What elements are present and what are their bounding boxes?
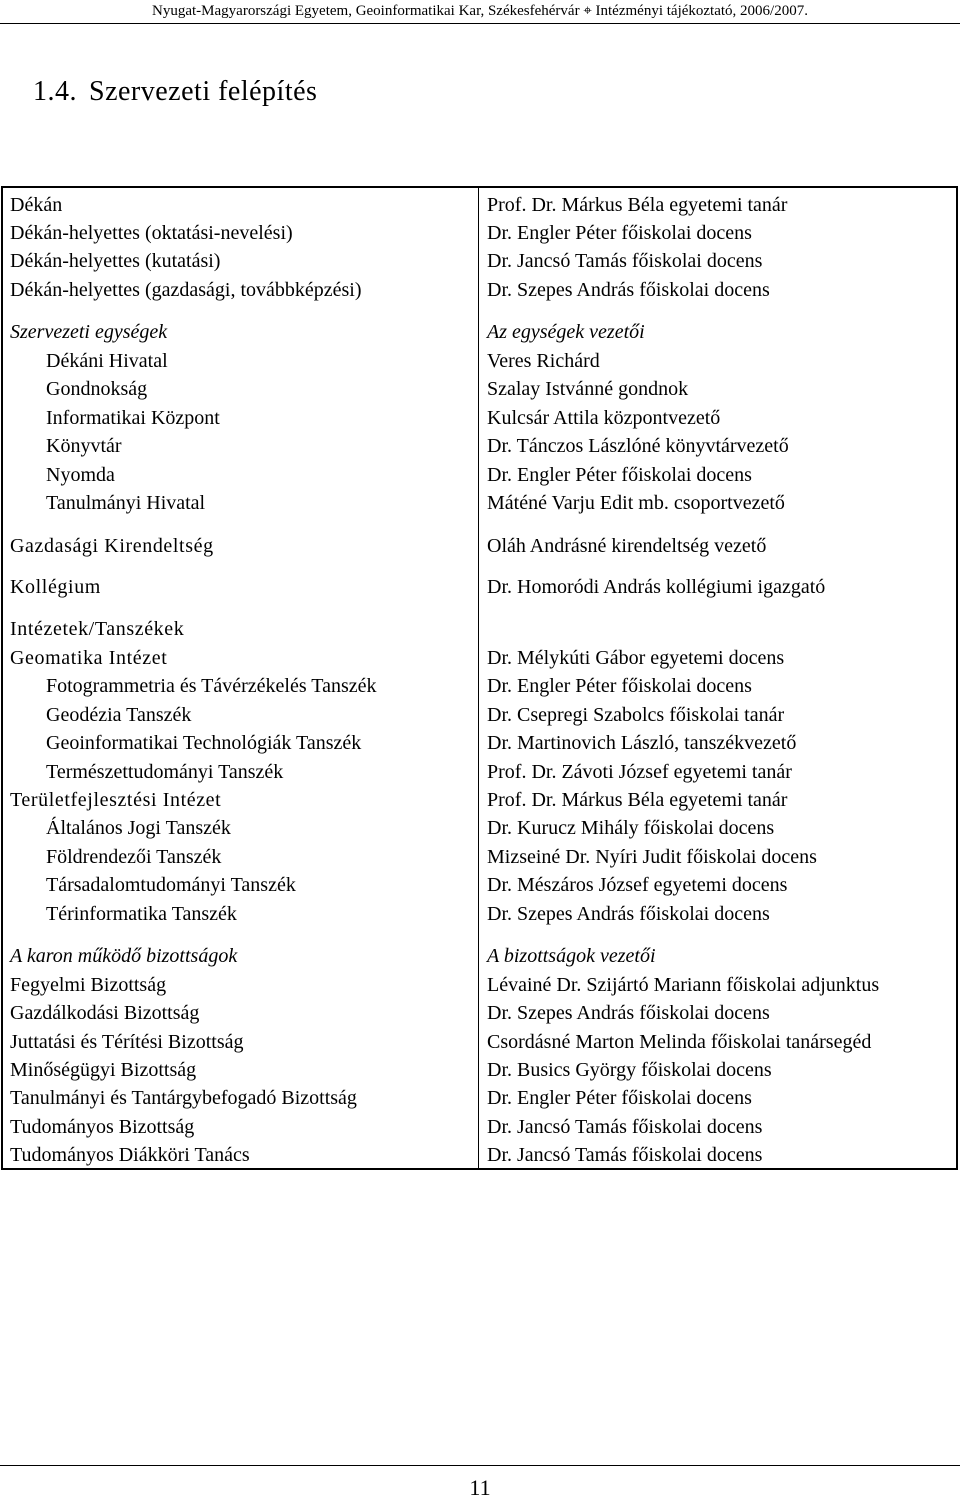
committees-heading: A karon működő bizottságok — [10, 945, 238, 967]
unit-leader: Dr. Tánczos Lászlóné könyvtárvezető — [487, 435, 789, 457]
section-title-text: Szervezeti felépítés — [89, 76, 318, 107]
department-leader: Dr. Engler Péter főiskolai docens — [487, 675, 752, 697]
committee-leader: Dr. Szepes András főiskolai docens — [487, 1002, 770, 1024]
department-leader: Prof. Dr. Závoti József egyetemi tanár — [487, 761, 792, 783]
branch-label: Gazdasági Kirendeltség — [10, 535, 214, 557]
person-name: Dr. Szepes András főiskolai docens — [487, 279, 770, 301]
column-divider — [478, 188, 479, 1168]
role-label: Dékán-helyettes (oktatási-nevelési) — [10, 222, 293, 244]
page-number: 11 — [469, 1475, 491, 1500]
role-label: Dékán-helyettes (kutatási) — [10, 250, 221, 272]
institute-leader: Dr. Mélykúti Gábor egyetemi docens — [487, 647, 785, 669]
branch-leader: Oláh Andrásné kirendeltség vezető — [487, 535, 767, 557]
institute-name: Területfejlesztési Intézet — [10, 789, 222, 811]
committee-leader: Dr. Jancsó Tamás főiskolai docens — [487, 1144, 763, 1166]
institute-leader: Prof. Dr. Márkus Béla egyetemi tanár — [487, 789, 788, 811]
department-name: Társadalomtudományi Tanszék — [46, 874, 296, 896]
role-label: Dékán-helyettes (gazdasági, továbbképzési) — [10, 279, 362, 301]
section-number: 1.4. — [33, 76, 77, 107]
committee-name: Gazdálkodási Bizottság — [10, 1002, 200, 1024]
unit-leader: Kulcsár Attila központvezető — [487, 407, 721, 429]
role-label: Dékán — [10, 194, 63, 216]
department-name: Geoinformatikai Technológiák Tanszék — [46, 732, 362, 754]
units-heading: Szervezeti egységek — [10, 321, 168, 343]
department-name: Földrendezői Tanszék — [46, 846, 222, 868]
committee-leader: Dr. Engler Péter főiskolai docens — [487, 1087, 752, 1109]
committee-leader: Dr. Jancsó Tamás főiskolai docens — [487, 1116, 763, 1138]
committee-name: Minőségügyi Bizottság — [10, 1059, 197, 1081]
department-name: Fotogrammetria és Távérzékelés Tanszék — [46, 675, 377, 697]
unit-item: Könyvtár — [46, 435, 122, 457]
committee-name: Tudományos Bizottság — [10, 1116, 195, 1138]
unit-leader: Szalay Istvánné gondnok — [487, 378, 689, 400]
unit-item: Nyomda — [46, 464, 115, 486]
section-title — [33, 76, 317, 108]
committee-leader: Dr. Busics György főiskolai docens — [487, 1059, 772, 1081]
unit-item: Dékáni Hivatal — [46, 350, 168, 372]
unit-item: Informatikai Központ — [46, 407, 220, 429]
department-leader: Dr. Szepes András főiskolai docens — [487, 903, 770, 925]
department-leader: Mizseiné Dr. Nyíri Judit főiskolai docens — [487, 846, 817, 868]
header-rule — [0, 23, 960, 24]
unit-leader: Veres Richárd — [487, 350, 600, 372]
unit-leaders-heading: Az egységek vezetői — [487, 321, 645, 343]
person-name: Dr. Jancsó Tamás főiskolai docens — [487, 250, 763, 272]
footer-rule — [0, 1465, 960, 1466]
department-name: Térinformatika Tanszék — [46, 903, 237, 925]
unit-item: Gondnokság — [46, 378, 148, 400]
committee-leader: Lévainé Dr. Szijártó Mariann főiskolai adjunktus — [487, 974, 880, 996]
person-name: Dr. Engler Péter főiskolai docens — [487, 222, 752, 244]
committee-name: Fegyelmi Bizottság — [10, 974, 167, 996]
committee-name: Juttatási és Térítési Bizottság — [10, 1031, 244, 1053]
committee-name: Tanulmányi és Tantárgybefogadó Bizottság — [10, 1087, 357, 1109]
institutes-heading: Intézetek/Tanszékek — [10, 618, 185, 640]
college-label: Kollégium — [10, 576, 101, 598]
committee-leader: Csordásné Marton Melinda főiskolai tanársegéd — [487, 1031, 872, 1053]
department-name: Általános Jogi Tanszék — [46, 817, 231, 839]
department-leader: Dr. Csepregi Szabolcs főiskolai tanár — [487, 704, 785, 726]
running-header: Nyugat-Magyarországi Egyetem, Geoinformatikai Kar, Székesfehérvár ⌖ Intézményi tájékoztató, 2006/2007. — [152, 3, 808, 19]
institute-name: Geomatika Intézet — [10, 647, 168, 669]
department-leader: Dr. Kurucz Mihály főiskolai docens — [487, 817, 775, 839]
department-leader: Dr. Martinovich László, tanszékvezető — [487, 732, 797, 754]
person-name: Prof. Dr. Márkus Béla egyetemi tanár — [487, 194, 788, 216]
department-name: Geodézia Tanszék — [46, 704, 192, 726]
college-leader: Dr. Homoródi András kollégiumi igazgató — [487, 576, 826, 598]
committee-name: Tudományos Diákköri Tanács — [10, 1144, 250, 1166]
unit-leader: Dr. Engler Péter főiskolai docens — [487, 464, 752, 486]
unit-leader: Máténé Varju Edit mb. csoportvezető — [487, 492, 785, 514]
department-name: Természettudományi Tanszék — [46, 761, 284, 783]
unit-item: Tanulmányi Hivatal — [46, 492, 206, 514]
department-leader: Dr. Mészáros József egyetemi docens — [487, 874, 788, 896]
committee-leaders-heading: A bizottságok vezetői — [487, 945, 656, 967]
org-structure-table — [1, 186, 958, 1170]
